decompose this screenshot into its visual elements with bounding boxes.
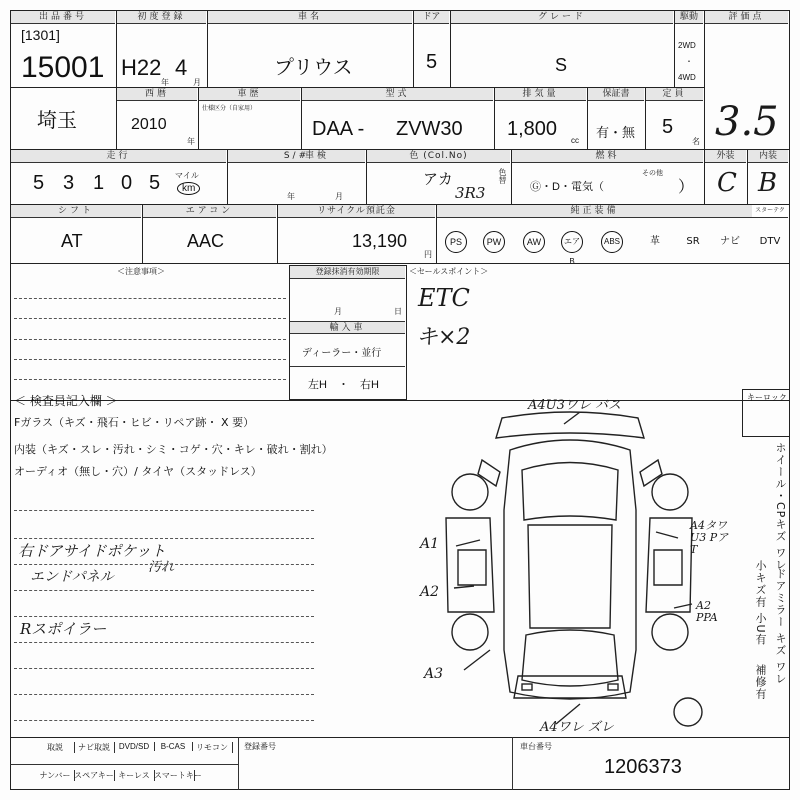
opt-number: ナンバー (36, 770, 75, 781)
interior: B (758, 168, 778, 198)
mileage-label: 走行 (11, 150, 226, 163)
equip-pw: PW (483, 231, 505, 253)
grade: S (555, 55, 568, 75)
sales-point-2: キ×2 (416, 325, 471, 350)
color-change-label: 色替 (498, 168, 507, 184)
reg-expiry-month: 月 (334, 307, 342, 316)
year-unit: 年 (161, 78, 169, 87)
cc-cell (494, 87, 588, 150)
keylock-cell (742, 389, 790, 437)
pref-cell (10, 87, 117, 150)
reg-expiry-cell (289, 265, 407, 400)
memo-line (14, 510, 314, 511)
glass-line: Fガラス（キズ・飛石・ヒビ・リペア跡・ X 要） (14, 416, 255, 429)
memo-1b: エンドパネル (30, 569, 114, 585)
inspection-cell (227, 149, 367, 205)
color-label: 色 (Col.No) (367, 150, 510, 163)
color-cell (366, 149, 512, 205)
diagram-note-a2: A2 (420, 584, 440, 600)
year-unit-2: 年 (187, 137, 195, 146)
diagram-note-bottom: A4ワレ ズレ (540, 720, 614, 735)
lot-sub: [1301] (21, 27, 60, 43)
memo-1c: 汚れ (148, 560, 175, 575)
pref: 埼玉 (37, 110, 77, 132)
reg-month: 4 (175, 55, 188, 80)
model-prefix: DAA - (312, 118, 365, 140)
year: 2010 (131, 116, 167, 133)
drive-label: 駆動 (675, 11, 703, 24)
warranty-label: 保証書 (588, 88, 644, 101)
caution-label: ＜注意事項＞ (117, 267, 165, 276)
mileage-unit-km: km (177, 182, 200, 195)
color-no: 3R3 (455, 184, 486, 202)
door-label: ドア (414, 11, 449, 24)
warranty: 有・無 (596, 125, 636, 140)
interior-line: 内装（キズ・スレ・汚れ・シミ・コゲ・穴・キレ・破れ・割れ） (14, 443, 333, 456)
memo-line (14, 642, 314, 643)
memo-line (14, 694, 314, 695)
model-cell (301, 87, 495, 150)
ac: AAC (187, 231, 225, 251)
ac-label: エアコン (143, 205, 276, 218)
opt-remote: リモコン (192, 742, 233, 753)
warranty-cell (587, 87, 646, 150)
inspection-year: 年 (287, 192, 295, 201)
month-unit: 月 (193, 78, 201, 87)
divider (10, 764, 238, 765)
import-value: ディーラー・並行 (302, 348, 382, 359)
capacity-unit: 名 (692, 137, 700, 146)
memo-line (14, 538, 314, 539)
reg-expiry-label: 登録抹消有効期限 (290, 266, 405, 279)
diagram-note-right1: A4タワ U3 PアT (690, 519, 729, 556)
fuel-options: Ⓖ・D・電気（ (530, 181, 604, 193)
diagram-note-a3: A3 (424, 666, 444, 682)
recycle: 13,190 (352, 231, 408, 251)
steering: 左H ・ 右H (308, 379, 379, 391)
memo-line (14, 668, 314, 669)
equip-abs: ABS (601, 231, 623, 253)
caution-line (14, 379, 286, 380)
memo-line (14, 720, 314, 721)
exterior-label: 外装 (705, 150, 746, 163)
equip-navi: ナビ (720, 236, 740, 247)
score-cell (704, 10, 790, 150)
cc: 1,800 (507, 118, 558, 140)
lot-label: 出品番号 (11, 11, 115, 24)
capacity-label: 定員 (646, 88, 703, 101)
shift-label: シフト (11, 205, 141, 218)
shift-cell (10, 204, 143, 264)
grade-label: グレード (451, 11, 673, 24)
sn-label: S/# (228, 150, 365, 163)
year-cell (116, 87, 199, 150)
history-cell (198, 87, 302, 150)
drive-2wd: 2WD (678, 41, 696, 50)
mileage-digit-1: 5 (33, 172, 55, 194)
car-name: プリウス (274, 57, 353, 79)
import-label: 輸入車 (290, 321, 405, 334)
equip-leather: 革 (650, 236, 660, 247)
score: 3.5 (715, 99, 779, 145)
year-label: 西暦 (117, 88, 197, 101)
reg-era: H22 (121, 55, 162, 80)
recycle-unit: 円 (424, 250, 432, 259)
mileage-digit-2: 3 (63, 172, 75, 194)
inspection-month: 月 (335, 192, 343, 201)
star-label: スターテク (752, 205, 788, 218)
ac-cell (142, 204, 278, 264)
drive-dot: ・ (685, 57, 693, 66)
opt-navi-manual: ナビ取説 (74, 742, 115, 753)
exterior: C (717, 168, 737, 198)
lot-cell (10, 10, 117, 88)
memo-line (14, 564, 314, 565)
grade-cell (450, 10, 675, 88)
door-cell (413, 10, 451, 88)
diagram-note-right2: A2 PPA (696, 599, 718, 624)
mileage-unit-mile: マイル (175, 171, 199, 180)
model: ZVW30 (396, 118, 463, 140)
memo-1: 右ドアサイドポケット (18, 542, 166, 560)
fuel-other: その他 (642, 170, 663, 177)
side-note-2: 小キズ有 小U有 (754, 560, 767, 646)
caution-line (14, 359, 286, 360)
equipment-cell (436, 204, 790, 264)
opt-dvd: DVD/SD (114, 742, 155, 751)
fuel-label: 燃料 (512, 150, 703, 163)
opt-manual: 取説 (36, 742, 75, 753)
opt-smart-key: スマートキー (154, 771, 202, 780)
car-name-label: 車名 (208, 11, 412, 24)
fuel-cell (511, 149, 705, 205)
shift: AT (61, 231, 83, 251)
capacity: 5 (662, 116, 674, 138)
equip-ps: PS (445, 231, 467, 253)
side-note-3: ドアミラー キズ ワレ (774, 568, 787, 685)
diagram-note-top: A4U3ワレ バス (528, 398, 622, 413)
cc-unit: cc (571, 136, 579, 145)
history-label: 車歴 (199, 88, 300, 101)
equip-dtv: DTV (759, 236, 781, 247)
divider (238, 737, 240, 790)
doors: 5 (426, 51, 438, 73)
recycle-cell (277, 204, 437, 264)
mileage-cell (10, 149, 228, 205)
mileage-digit-4: 0 (121, 172, 133, 194)
opt-bcas: B-CAS (154, 742, 193, 751)
car-diagram (430, 400, 710, 735)
drive-cell (674, 10, 705, 88)
car-name-cell (207, 10, 414, 88)
history-sub: 仕様区分（自家用） (202, 106, 257, 112)
memo-2: Rスポイラー (20, 620, 107, 638)
model-label: 型式 (302, 88, 493, 101)
equip-sr: SR (686, 236, 700, 247)
score-label: 評価点 (705, 11, 788, 24)
chassis-number: 1206373 (604, 756, 682, 778)
sales-point-1: ETC (418, 284, 470, 312)
opt-keyless: キーレス (114, 770, 155, 781)
interior-label: 内装 (748, 150, 788, 163)
caution-line (14, 298, 286, 299)
cc-label: 排気量 (495, 88, 586, 101)
equip-aw: AW (523, 231, 545, 253)
keylock-label: キーロック (747, 393, 787, 402)
mileage-digit-3: 1 (93, 172, 105, 194)
recycle-label: リサイクル預託金 (278, 205, 435, 218)
chassis-label: 車台番号 (520, 742, 552, 751)
memo-line (14, 590, 314, 591)
drive-4wd: 4WD (678, 73, 696, 82)
inspection-label: 車検 (304, 151, 329, 161)
reg-no-label: 登録番号 (244, 742, 276, 751)
memo-line (14, 616, 314, 617)
mileage-digit-5: 5 (149, 172, 161, 194)
divider (290, 366, 405, 367)
exterior-cell (704, 149, 748, 205)
opt-spare-key: スペアキー (74, 771, 114, 780)
sales-label: ＜セールスポイント＞ (409, 267, 489, 276)
caution-line (14, 318, 286, 319)
caution-line (14, 339, 286, 340)
capacity-cell (645, 87, 705, 150)
fuel-close: ） (678, 179, 695, 196)
reg-expiry-day: 日 (394, 307, 402, 316)
color: アカ (423, 171, 453, 188)
lot-number: 15001 (21, 51, 105, 84)
first-reg-cell (116, 10, 208, 88)
first-reg-label: 初度登録 (117, 11, 206, 24)
equipment-label: 純正装備 (437, 205, 752, 218)
inspection-title: ＜ 検査員記入欄 ＞ (14, 394, 118, 408)
side-note-1: ホイール・CPキズ ワレ (774, 442, 787, 571)
side-note-4: 補修有 (754, 664, 767, 700)
interior-cell (747, 149, 790, 205)
divider (512, 737, 514, 790)
equip-airbag: エアB (561, 231, 583, 253)
audio-line: オーディオ（無し・穴）/ タイヤ（スタッドレス） (14, 465, 262, 478)
diagram-note-a1: A1 (420, 536, 440, 552)
